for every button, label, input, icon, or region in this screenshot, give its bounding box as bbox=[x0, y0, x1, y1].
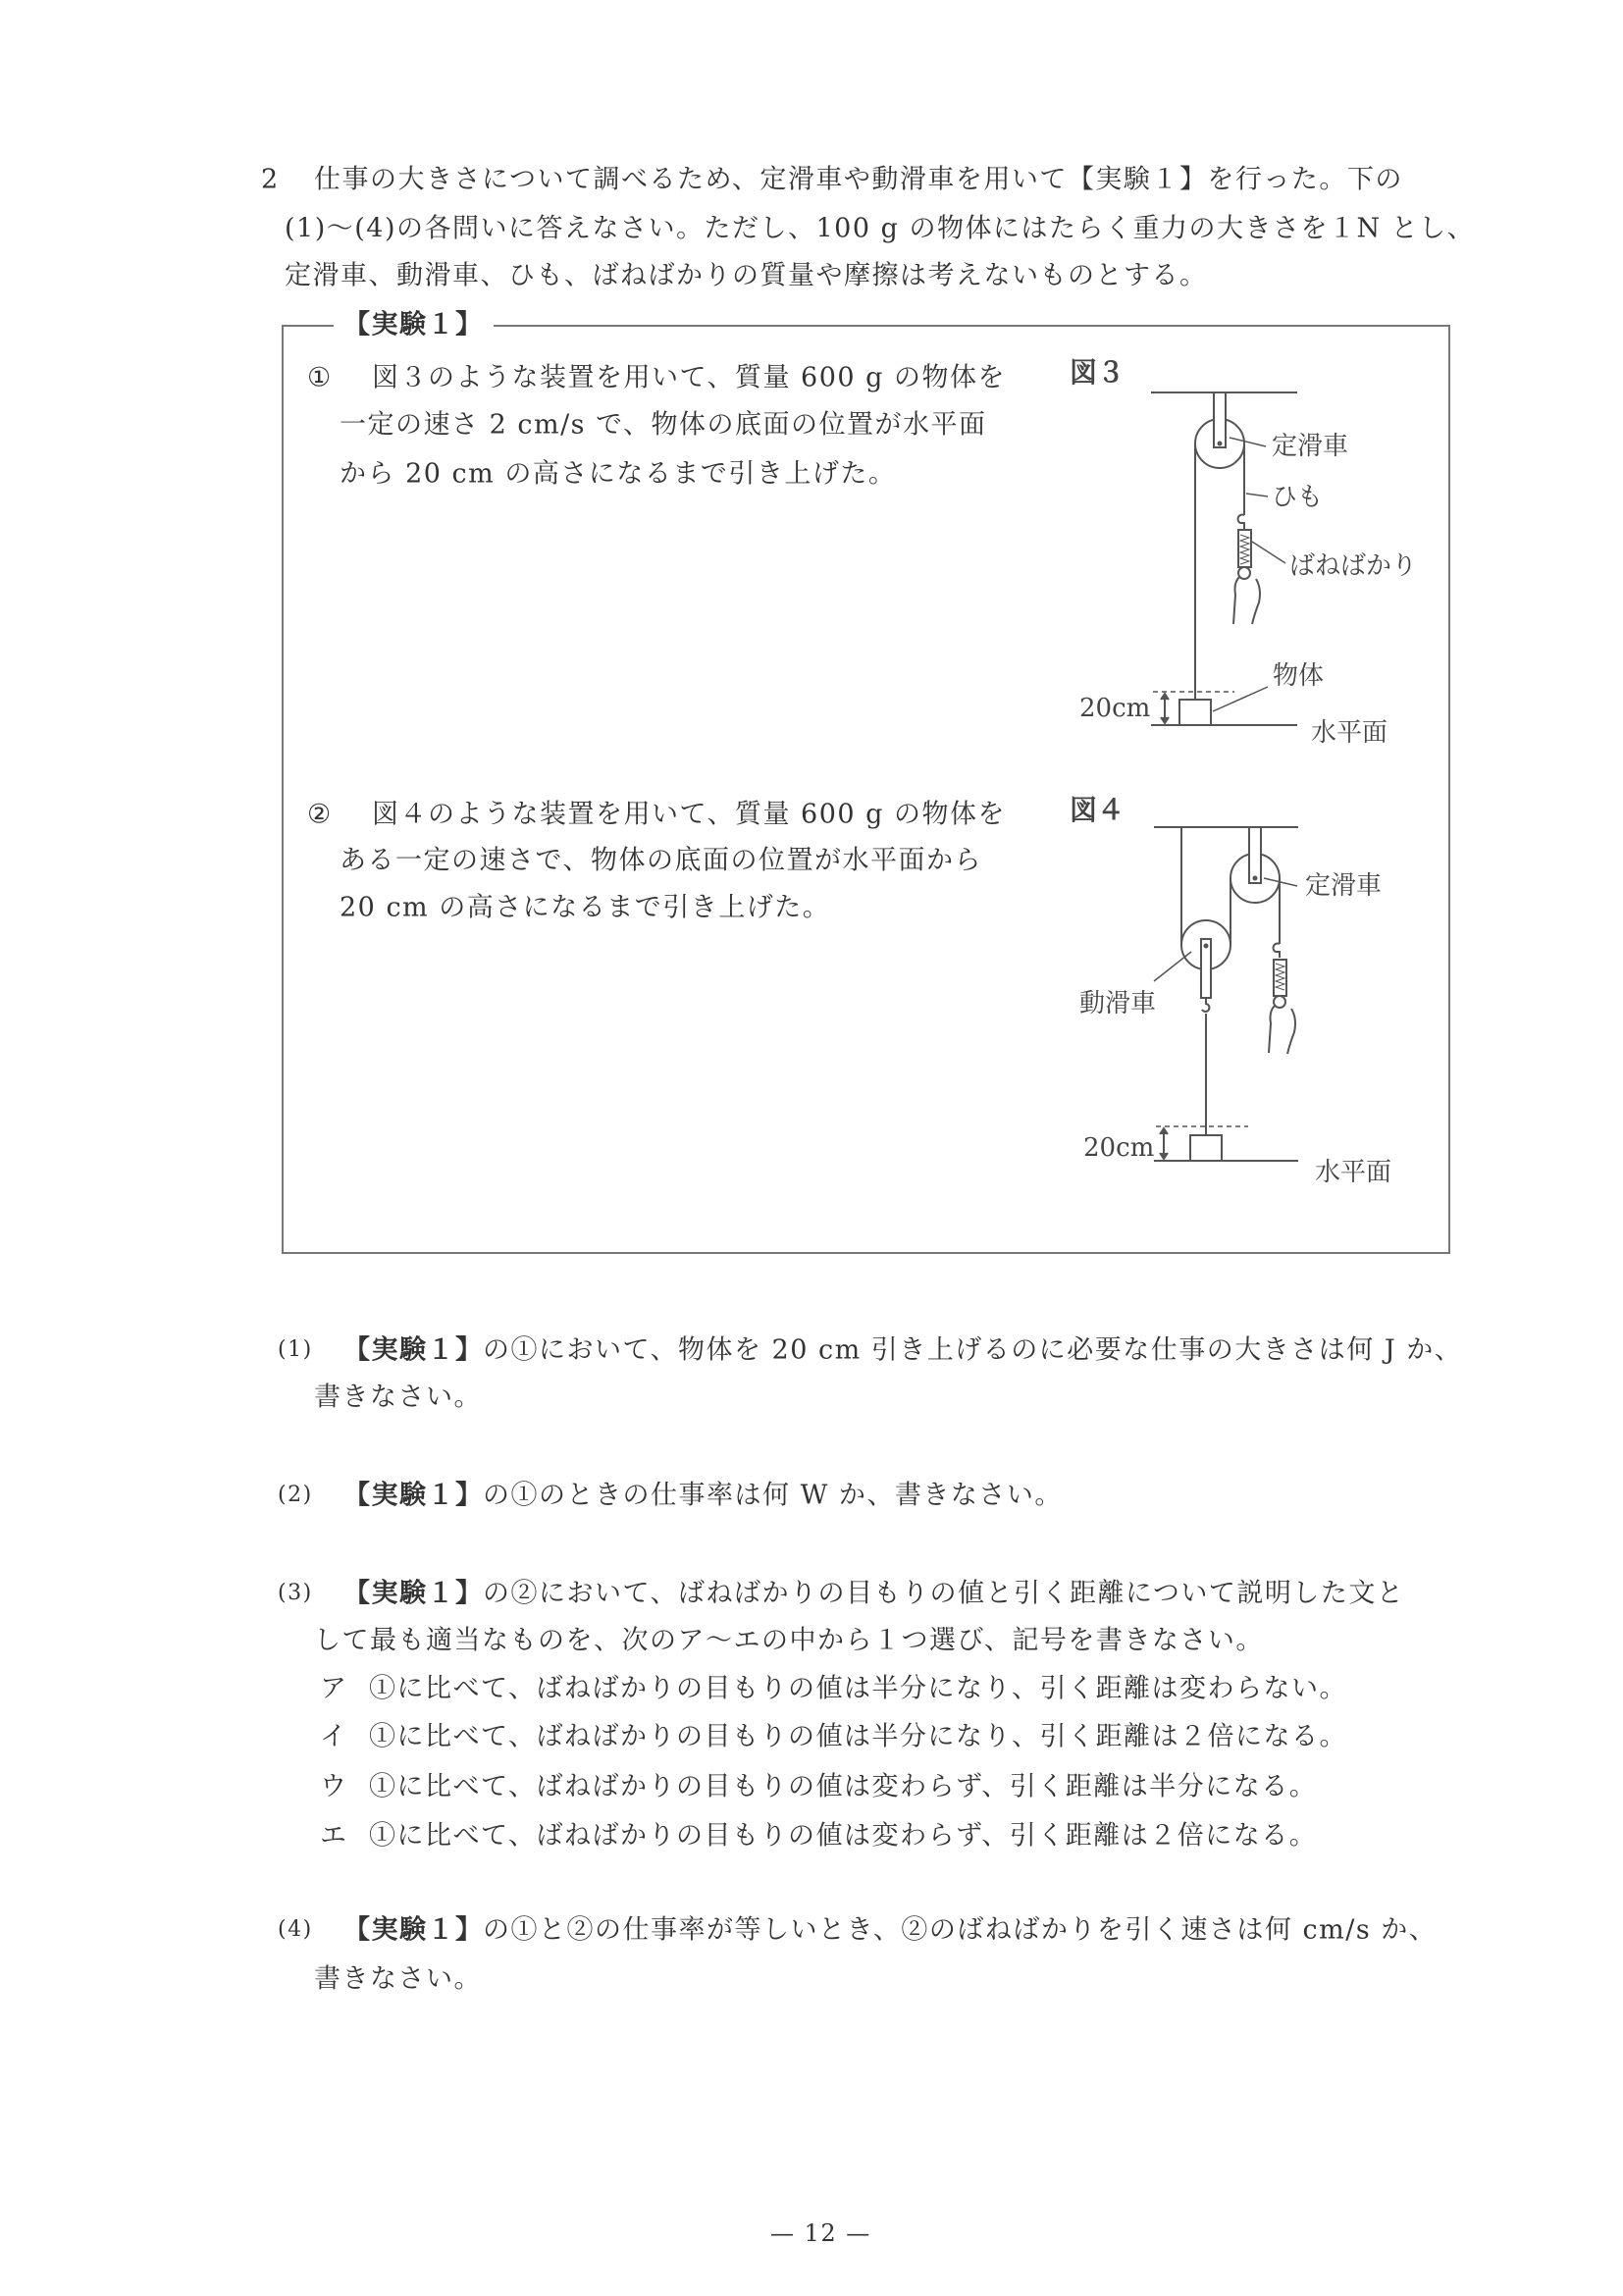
option-letter: イ bbox=[320, 1721, 348, 1752]
object-block bbox=[1190, 1135, 1222, 1161]
figure-4-title: 図４ bbox=[1070, 794, 1126, 826]
option-letter: ア bbox=[320, 1673, 348, 1704]
hand-icon bbox=[1269, 1006, 1295, 1054]
intro-line: (1)〜(4)の各問いに答えなさい。ただし、100 g の物体にはたらく重力の大きさを１N とし、 bbox=[285, 213, 1476, 244]
question-number: 2 bbox=[261, 164, 280, 195]
subq-line: の①のときの仕事率は何 W か、書きなさい。 bbox=[483, 1480, 1063, 1511]
experiment-title: 【実験１】 bbox=[334, 312, 494, 339]
label-spring-scale: ばねばかり bbox=[1289, 551, 1418, 581]
subq-ref: 【実験１】 bbox=[343, 1578, 484, 1609]
subq-line: して最も適当なものを、次のア〜エの中から１つ選び、記号を書きなさい。 bbox=[314, 1625, 1264, 1656]
subq-ref: 【実験１】 bbox=[343, 1480, 484, 1511]
subq-number: (1) bbox=[278, 1337, 313, 1362]
page-number: — 12 — bbox=[770, 2219, 871, 2247]
step1-line: 一定の速さ 2 cm/s で、物体の底面の位置が水平面 bbox=[340, 409, 987, 441]
option-text: ①に比べて、ばねばかりの目もりの値は半分になり、引く距離は２倍になる。 bbox=[369, 1721, 1347, 1752]
subq-number: (2) bbox=[278, 1483, 313, 1507]
option-letter: ウ bbox=[320, 1771, 348, 1802]
step1-line: から 20 cm の高さになるまで引き上げた。 bbox=[340, 458, 897, 490]
hand-icon bbox=[1233, 577, 1260, 624]
subq-line: 書きなさい。 bbox=[314, 1382, 482, 1413]
option-text: ①に比べて、ばねばかりの目もりの値は半分になり、引く距離は変わらない。 bbox=[369, 1673, 1347, 1704]
intro-line: 定滑車、動滑車、ひも、ばねばかりの質量や摩擦は考えないものとする。 bbox=[285, 260, 1208, 291]
subq-ref: 【実験１】 bbox=[343, 1334, 484, 1366]
step2-marker: ② bbox=[307, 799, 333, 830]
label-string: ひも bbox=[1272, 483, 1324, 512]
subq-line: の①において、物体を 20 cm 引き上げるのに必要な仕事の大きさは何 J か、 bbox=[483, 1334, 1463, 1366]
label-ground: 水平面 bbox=[1311, 718, 1388, 748]
subq-line: の②において、ばねばかりの目もりの値と引く距離について説明した文と bbox=[483, 1578, 1405, 1609]
step2-line: 20 cm の高さになるまで引き上げた。 bbox=[340, 892, 831, 923]
subq-line: の①と②の仕事率が等しいとき、②のばねばかりを引く速さは何 cm/s か、 bbox=[483, 1914, 1438, 1946]
label-fixed-pulley: 定滑車 bbox=[1305, 871, 1383, 901]
subq-line: 書きなさい。 bbox=[314, 1963, 482, 1995]
step1-line: 図３のような装置を用いて、質量 600 g の物体を bbox=[372, 362, 1007, 393]
option-letter: エ bbox=[320, 1820, 348, 1852]
step2-line: 図４のような装置を用いて、質量 600 g の物体を bbox=[372, 799, 1007, 830]
subq-number: (4) bbox=[278, 1917, 313, 1942]
label-ground: 水平面 bbox=[1315, 1158, 1392, 1187]
label-object: 物体 bbox=[1273, 661, 1325, 691]
intro-line: 仕事の大きさについて調べるため、定滑車や動滑車を用いて【実験１】を行った。下の bbox=[314, 164, 1403, 195]
step1-marker: ① bbox=[307, 362, 333, 393]
figure-4-diagram bbox=[1154, 827, 1298, 1161]
object-block bbox=[1179, 700, 1211, 725]
figure-3-title: 図３ bbox=[1070, 356, 1126, 389]
label-fixed-pulley: 定滑車 bbox=[1272, 432, 1349, 461]
option-text: ①に比べて、ばねばかりの目もりの値は変わらず、引く距離は２倍になる。 bbox=[369, 1820, 1318, 1852]
label-height: 20cm bbox=[1079, 694, 1151, 723]
hook bbox=[1238, 515, 1244, 529]
subq-number: (3) bbox=[278, 1581, 313, 1605]
step2-line: ある一定の速さで、物体の底面の位置が水平面から bbox=[340, 845, 982, 876]
subq-ref: 【実験１】 bbox=[343, 1914, 484, 1946]
label-height: 20cm bbox=[1083, 1133, 1155, 1163]
option-text: ①に比べて、ばねばかりの目もりの値は変わらず、引く距離は半分になる。 bbox=[369, 1771, 1318, 1802]
label-moving-pulley: 動滑車 bbox=[1079, 989, 1157, 1018]
